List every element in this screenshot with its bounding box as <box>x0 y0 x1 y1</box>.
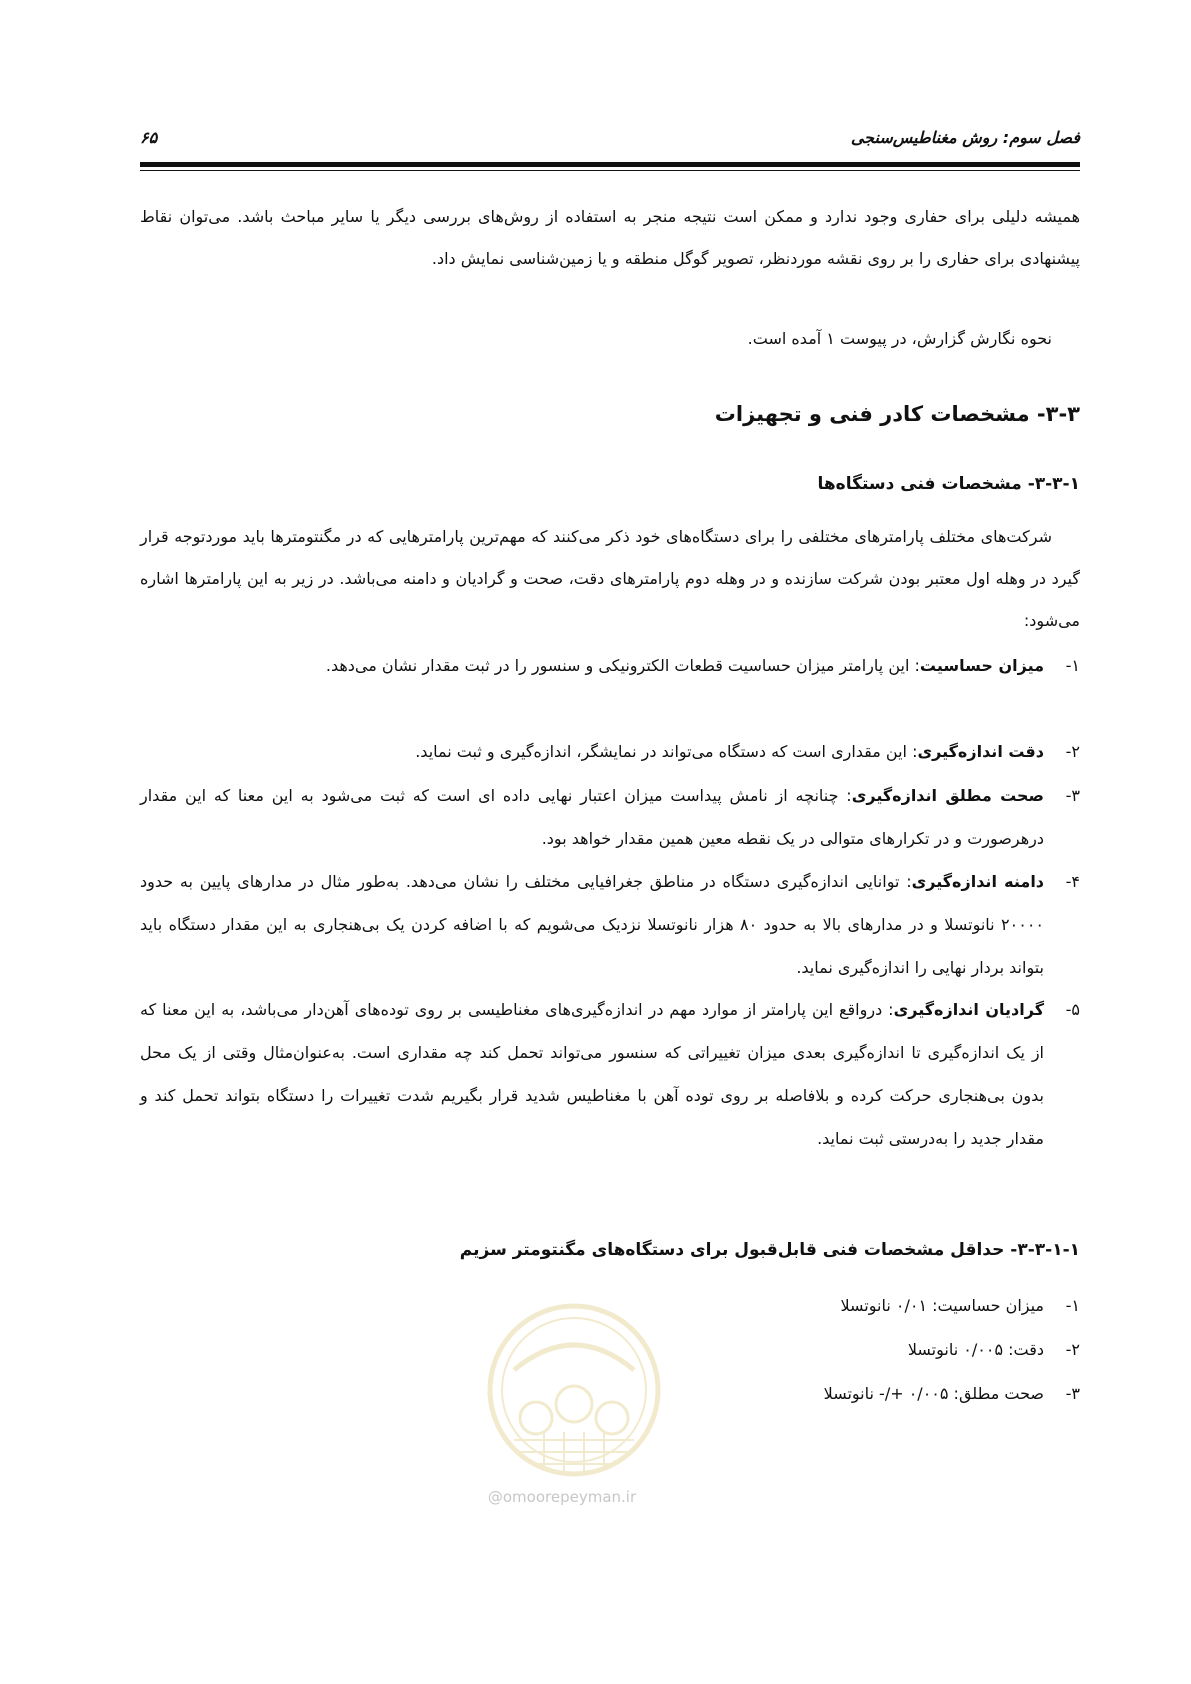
parameter-body <box>140 644 1044 687</box>
parameter-item <box>140 860 1080 989</box>
parameter-text: : توانایی اندازه‌گیری دستگاه در مناطق جغرافیایی مختلف را نشان می‌دهد. به‌طور مثال در مدارهای پایین به حدود ۲۰۰۰۰ نانوتسلا و در مدارهای بالا به حدود ۸۰ هزار نانوتسلا نزدیک می‌شویم که با اضافه کردن یک بی‌هنجاری به این مقدار دستگاه باید بتواند بردار نهایی را اندازه‌گیری نماید. <box>140 872 1045 977</box>
parameter-term: صحت مطلق اندازه‌گیری <box>851 786 1044 805</box>
watermark-site: @omoorepeyman.ir <box>487 1488 637 1506</box>
page-number: ۶۵ <box>140 128 158 147</box>
report-note: نحوه نگارش گزارش، در پیوست ۱ آمده است. <box>747 329 1052 348</box>
section-heading: ۳-۳- مشخصات کادر فنی و تجهیزات <box>714 402 1080 426</box>
parameter-term: دقت اندازه‌گیری <box>917 742 1044 761</box>
parameter-number: ۱- <box>1065 656 1080 675</box>
parameter-body <box>140 730 1044 773</box>
parameter-number: ۳- <box>1065 786 1080 805</box>
parameter-number: ۲- <box>1065 742 1080 761</box>
subsection-paragraph: شرکت‌های مختلف پارامترهای مختلفی را برای دستگاه‌های خود ذکر می‌کنند که مهم‌ترین پارامترهایی که در مگنتومترها باید موردتوجه قرار گیرد در وهله اول معتبر بودن شرکت سازنده و در وهله دوم پارامترهای دقت، صحت و گرادیان و دامنه می‌باشد. در زیر به این پارامترها اشاره می‌شود: <box>140 527 1080 630</box>
chapter-title: فصل سوم: روش مغناطیس‌سنجی <box>850 128 1080 147</box>
min-spec-text: میزان حساسیت: ۰/۰۱ نانوتسلا <box>840 1296 1044 1315</box>
min-spec-number: ۲- <box>1065 1340 1080 1359</box>
parameter-item <box>140 644 1080 687</box>
min-spec-item <box>740 1284 1080 1327</box>
min-spec-number: ۱- <box>1065 1296 1080 1315</box>
parameter-body <box>140 860 1044 989</box>
running-header <box>140 128 1080 158</box>
parameter-item <box>140 988 1080 1160</box>
parameter-text: : چنانچه از نامش پیداست میزان اعتبار نهایی داده ای است که ثبت می‌شود به این معنا که این مقدار درهرصورت و در تکرارهای متوالی در یک نقطه معین همین مقدار خواهد بود. <box>140 786 1044 848</box>
parameter-item <box>140 730 1080 773</box>
min-spec-number: ۳- <box>1065 1384 1080 1403</box>
min-spec-text: صحت مطلق: ۰/۰۰۵ +/- نانوتسلا <box>823 1384 1044 1403</box>
watermark-logo <box>474 1300 674 1480</box>
parameter-text: : این مقداری است که دستگاه می‌تواند در نمایشگر، اندازه‌گیری و ثبت نماید. <box>415 742 918 761</box>
header-rule-thick <box>140 162 1080 167</box>
parameter-text: : درواقع این پارامتر از موارد مهم در اندازه‌گیری‌های مغناطیسی بر روی توده‌های آهن‌دار می‌باشد، به این معنا که از یک اندازه‌گیری تا اندازه‌گیری بعدی میزان تغییراتی که سنسور می‌تواند تحمل کند چه مقداری است. به‌عنوان‌مثال وقتی از یک محل بدون بی‌هنجاری حرکت کرده و بلافاصله بر روی توده آهن با مغناطیس شدید قرار بگیریم شدت تغییرات را دستگاه بتواند تحمل کند و مقدار جدید را به‌درستی ثبت نماید. <box>140 1000 1044 1148</box>
min-spec-item <box>740 1372 1080 1415</box>
subsection-heading: ۳-۳-۱- مشخصات فنی دستگاه‌ها <box>817 474 1080 494</box>
parameter-body <box>140 774 1044 860</box>
header-rule-thin <box>140 170 1080 171</box>
parameter-item <box>140 774 1080 860</box>
parameter-number: ۵- <box>1065 1000 1080 1019</box>
min-spec-item <box>740 1328 1080 1371</box>
parameter-term: گرادیان اندازه‌گیری <box>893 1000 1044 1019</box>
parameter-term: دامنه اندازه‌گیری <box>911 872 1045 891</box>
min-spec-text: دقت: ۰/۰۰۵ نانوتسلا <box>907 1340 1044 1359</box>
min-spec-heading: ۳-۳-۱-۱- حداقل مشخصات فنی قابل‌قبول برای دستگاه‌های مگنتومتر سزیم <box>459 1240 1080 1260</box>
parameter-text: : این پارامتر میزان حساسیت قطعات الکترونیکی و سنسور را در ثبت مقدار نشان می‌دهد. <box>325 656 920 675</box>
intro-paragraph: همیشه دلیلی برای حفاری وجود ندارد و ممکن است نتیجه منجر به استفاده از روش‌های بررسی دیگر یا سایر مباحث باشد. می‌توان نقاط پیشنهادی برای حفاری را بر روی نقشه موردنظر، تصویر گوگل منطقه و یا زمین‌شناسی نمایش داد. <box>140 207 1080 268</box>
parameter-body <box>140 988 1044 1160</box>
parameter-number: ۴- <box>1065 872 1080 891</box>
parameter-term: میزان حساسیت <box>919 656 1044 675</box>
